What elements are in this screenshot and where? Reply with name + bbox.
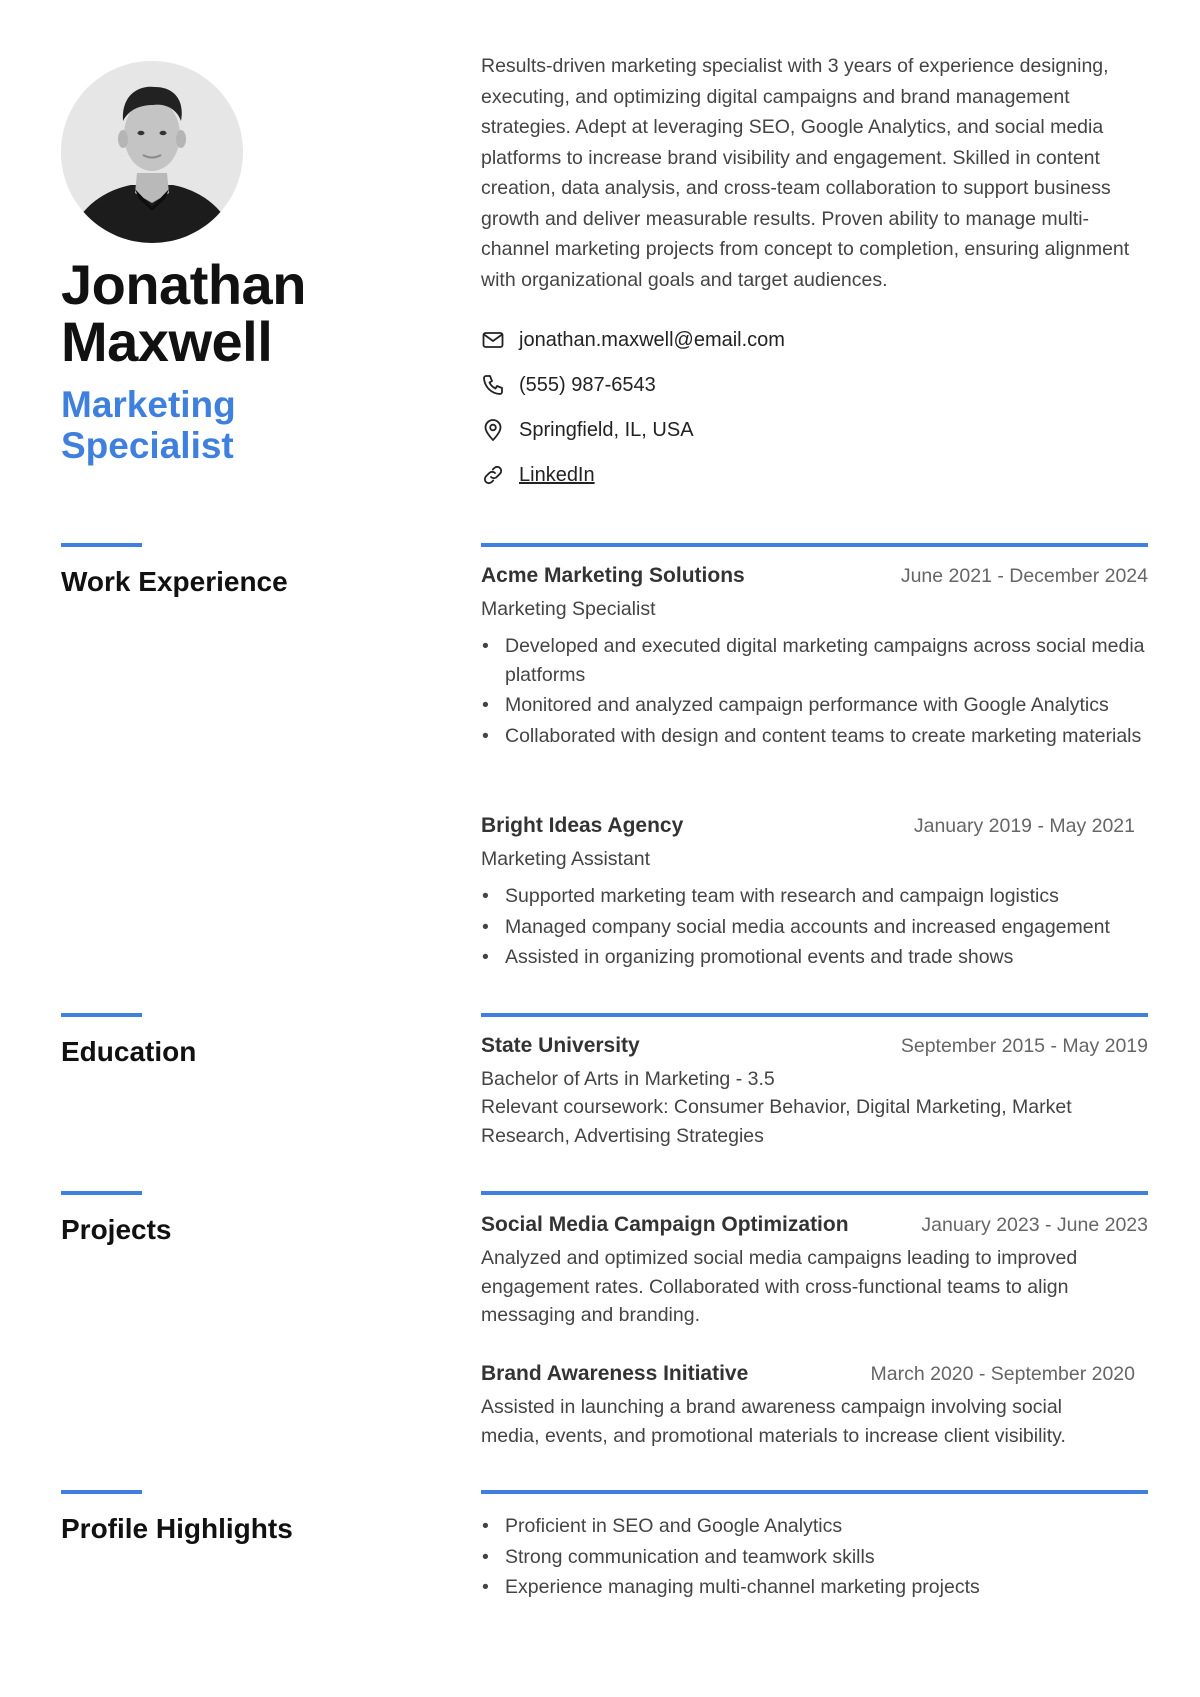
list-item: • Monitored and analyzed campaign performance with Google Analytics	[481, 691, 1148, 720]
employment-dates: June 2021 - December 2024	[900, 565, 1148, 587]
list-item: • Developed and executed digital marketing campaigns across social media platforms	[481, 632, 1148, 689]
project-name: Brand Awareness Initiative	[481, 1362, 749, 1385]
work-entry-2-header	[481, 814, 1135, 844]
section-title-profile-highlights: Profile Highlights	[61, 1513, 293, 1544]
profile-photo	[61, 61, 243, 243]
education-entry-header	[481, 1034, 1148, 1064]
phone-icon	[481, 372, 507, 398]
link-icon	[481, 462, 507, 488]
professional-summary: Results-driven marketing specialist with 3 years of experience designing, executing, and optimizing digital campaigns and brand management strategies. Adept at leveraging SEO, Google Analytics, and social media platforms to increase brand visibility and engagement. Skilled in content creation, data analysis, and cross-team collaboration to support business growth and deliver measurable results. Proven ability to manage multi-channel marketing projects from concept to completion, ensuring alignment with organizational goals and target audiences.	[481, 55, 1130, 291]
company-name: Acme Marketing Solutions	[481, 564, 745, 587]
project-2-header	[481, 1362, 1135, 1392]
section-divider-right	[481, 1490, 1148, 1494]
contact-email	[481, 324, 1081, 356]
section-divider-left	[61, 1013, 142, 1017]
project-dates: January 2023 - June 2023	[921, 1214, 1148, 1236]
degree: Bachelor of Arts in Marketing - 3.5	[481, 1068, 775, 1090]
project-description: Analyzed and optimized social media campaigns leading to improved engagement rates. Collaborated with cross-functional teams to align messaging and branding.	[481, 1247, 1078, 1326]
education-dates: September 2015 - May 2019	[900, 1035, 1148, 1057]
section-divider-right	[481, 543, 1148, 547]
list-item: • Assisted in organizing promotional events and trade shows	[481, 943, 1148, 972]
contact-location	[481, 414, 1081, 446]
employment-dates: January 2019 - May 2021	[913, 815, 1135, 837]
last-name: Maxwell	[61, 310, 273, 373]
section-title-work-experience: Work Experience	[61, 566, 288, 597]
work-entry-2-bullets	[481, 882, 1148, 974]
section-title-education: Education	[61, 1036, 197, 1067]
coursework: Relevant coursework: Consumer Behavior, Digital Marketing, Market Research, Advertising Strategies	[481, 1096, 1072, 1147]
section-divider-left	[61, 543, 142, 547]
section-divider-right	[481, 1191, 1148, 1195]
envelope-icon	[481, 327, 507, 353]
work-entry-1-header	[481, 564, 1148, 594]
email-text[interactable]: jonathan.maxwell@email.com	[519, 328, 785, 351]
section-divider-right	[481, 1013, 1148, 1017]
project-1-header	[481, 1213, 1148, 1243]
job-title-line-2: Specialist	[61, 425, 234, 466]
project-dates: March 2020 - September 2020	[870, 1363, 1135, 1385]
project-description: Assisted in launching a brand awareness campaign involving social media, events, and promotional materials to increase client visibility.	[481, 1396, 1066, 1447]
list-item: • Managed company social media accounts and increased engagement	[481, 913, 1148, 942]
list-item: • Supported marketing team with research and campaign logistics	[481, 882, 1148, 911]
project-name: Social Media Campaign Optimization	[481, 1213, 849, 1236]
first-name: Jonathan	[61, 253, 306, 316]
list-item: • Proficient in SEO and Google Analytics	[481, 1512, 1148, 1541]
list-item: • Experience managing multi-channel marketing projects	[481, 1573, 1148, 1602]
contact-phone	[481, 369, 1081, 401]
list-item: • Collaborated with design and content teams to create marketing materials	[481, 722, 1148, 751]
section-divider-left	[61, 1490, 142, 1494]
job-title-line-1: Marketing	[61, 384, 236, 425]
section-title-projects: Projects	[61, 1214, 172, 1245]
school-name: State University	[481, 1034, 640, 1057]
section-divider-left	[61, 1191, 142, 1195]
location-text: Springfield, IL, USA	[519, 418, 694, 441]
map-pin-icon	[481, 417, 507, 443]
contact-linkedin	[481, 459, 1081, 491]
candidate-name	[61, 253, 421, 373]
position-title: Marketing Specialist	[481, 598, 656, 620]
profile-highlights-list	[481, 1512, 1148, 1604]
linkedin-link[interactable]: LinkedIn	[519, 463, 595, 486]
portrait-image	[61, 61, 243, 243]
work-entry-1-bullets	[481, 632, 1148, 752]
company-name: Bright Ideas Agency	[481, 814, 684, 837]
phone-text[interactable]: (555) 987-6543	[519, 373, 656, 396]
list-item: • Strong communication and teamwork skills	[481, 1543, 1148, 1572]
job-title	[61, 384, 421, 466]
position-title: Marketing Assistant	[481, 848, 651, 870]
